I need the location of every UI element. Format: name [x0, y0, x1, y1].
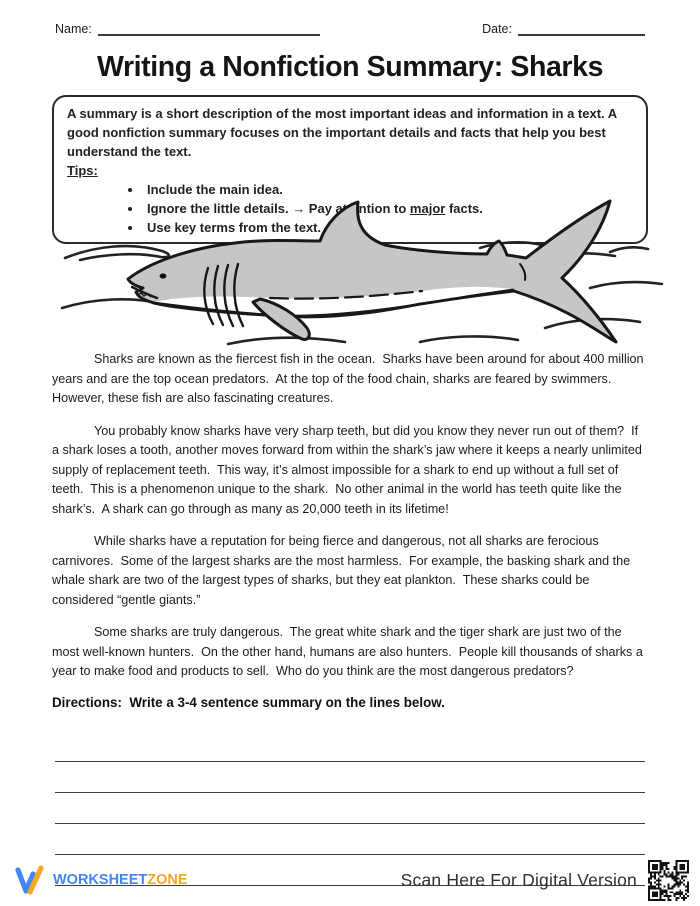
- qr-code-icon: [646, 858, 690, 902]
- answer-line[interactable]: [55, 824, 645, 855]
- paragraph-2: You probably know sharks have very sharp teeth, but did you know they never run out of them? If a shark loses a tooth, another moves forward from within the shark’s jaw where it keeps a nearly unlimited supply of replacement teeth. This way, it’s almost impossible for a shark to end up without a full set of teeth. This is a phenomenon unique to the shark. No other animal in the world has teeth quite like the shark’s. A shark can go through as many as 20,000 teeth in its lifetime!: [52, 423, 646, 516]
- tip-item-1: • Include the main idea.: [143, 180, 633, 199]
- shark-body: [128, 201, 616, 342]
- tips-label: Tips:: [67, 163, 98, 178]
- summary-definition-text: A summary is a short description of the most important ideas and information in a text. A good nonfiction summary focuses on the important details and facts that help you best understand the text.: [67, 106, 617, 159]
- name-label: Name:: [55, 22, 92, 36]
- article: [52, 350, 648, 682]
- brand-word-zone: ZONE: [147, 872, 188, 888]
- tip-item-2: • Ignore the little details. → Pay attention to major facts.: [143, 199, 633, 218]
- scan-here-text: Scan Here For Digital Version: [400, 869, 637, 890]
- worksheetzone-logo: [14, 864, 188, 896]
- answer-line[interactable]: [55, 731, 645, 762]
- brand-word-worksheet: WORKSHEET: [53, 872, 148, 888]
- date-field: [482, 22, 645, 36]
- paragraph-4: Some sharks are truly dangerous. The great white shark and the tiger shark are just two of the most well-known hunters. On the other hand, humans are also hunters. People kill thousands of sharks a year to make food and products to sell. Who do you think are the most dangerous predators?: [52, 625, 647, 678]
- date-label: Date:: [482, 22, 512, 36]
- worksheetzone-logo-icon: [14, 864, 46, 896]
- paragraph-3: While sharks have a reputation for being fierce and dangerous, not all sharks are ferocious carnivores. Some of the largest sharks are the most harmless. For example, the basking shark and the whale shark are two of the largest types of sharks, but they eat plankton. These sharks could be considered “gentle giants.”: [52, 534, 634, 607]
- answer-line[interactable]: [55, 762, 645, 793]
- answer-line[interactable]: [55, 793, 645, 824]
- footer: [0, 855, 700, 905]
- name-input-line[interactable]: [98, 22, 320, 36]
- tip-item-3: • Use key terms from the text.: [143, 218, 633, 237]
- worksheet-header: [0, 0, 700, 36]
- directions-text: Directions: Write a 3-4 sentence summary on the lines below.: [52, 694, 445, 710]
- scan-group: [401, 858, 690, 902]
- shark-illustration: [50, 196, 695, 348]
- date-input-line[interactable]: [518, 22, 645, 36]
- name-field: [55, 22, 320, 36]
- shark-eye: [160, 273, 167, 278]
- page-title: Writing a Nonfiction Summary: Sharks: [96, 51, 604, 83]
- paragraph-1: Sharks are known as the fiercest fish in the ocean. Sharks have been around for about 400 million years and are the top ocean predators. At the top of the food chain, sharks are feared by swimmers. However, these fish are also fascinating creatures.: [52, 352, 648, 405]
